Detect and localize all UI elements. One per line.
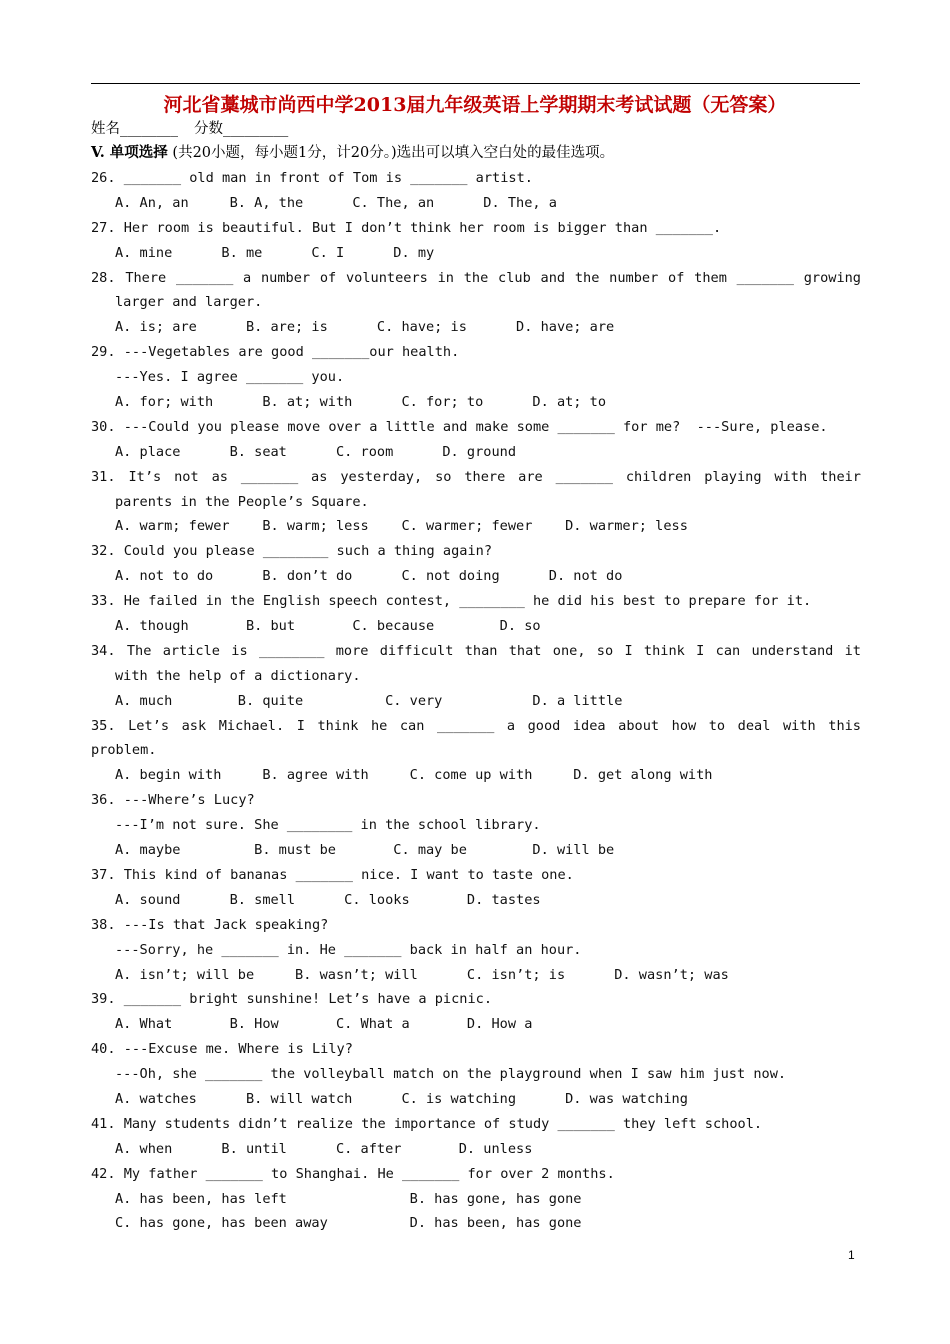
question-line: A. watches B. will watch C. is watching D. was watching — [115, 1090, 688, 1107]
page-title: 河北省藁城市尚西中学2013届九年级英语上学期期末考试试题（无答案） — [163, 94, 787, 116]
question-line: A. mine B. me C. I D. my — [115, 244, 435, 261]
question-line: 42. My father _______ to Shanghai. He _______ for over 2 months. — [91, 1165, 615, 1182]
question-line: A. is; are B. are; is C. have; is D. have; are — [115, 319, 615, 336]
question-line: C. has gone, has been away D. has been, has gone — [115, 1215, 582, 1232]
question-line: A. for; with B. at; with C. for; to D. at; to — [115, 394, 607, 411]
question-line: 37. This kind of bananas _______ nice. I want to taste one. — [91, 866, 574, 883]
question-line: A. when B. until C. after D. unless — [115, 1140, 533, 1157]
question-line: 27. Her room is beautiful. But I don’t think her room is bigger than _______. — [91, 219, 722, 236]
question-line: 29. ---Vegetables are good _______our health. — [91, 344, 460, 361]
question-line: A. What B. How C. What a D. How a — [115, 1016, 533, 1033]
question-line: 30. ---Could you please move over a little and make some _______ for me? ---Sure, please. — [91, 418, 828, 435]
question-line: A. warm; fewer B. warm; less C. warmer; fewer D. warmer; less — [115, 518, 688, 535]
section-title: V. 单项选择 — [91, 144, 168, 161]
question-line: ---Sorry, he _______ in. He _______ back in half an hour. — [115, 941, 582, 958]
question-line: A. not to do B. don’t do C. not doing D. not do — [115, 568, 623, 585]
page-number: 1 — [848, 1248, 855, 1262]
question-line: with the help of a dictionary. — [115, 667, 361, 684]
question-line: A. maybe B. must be C. may be D. will be — [115, 842, 615, 859]
question-line: 39. _______ bright sunshine! Let’s have a picnic. — [91, 991, 493, 1008]
section-instructions: (共20小题，每小题1分，计20分。)选出可以填入空白处的最佳选项。 — [172, 145, 615, 161]
question-line: parents in the People’s Square. — [115, 493, 369, 510]
question-line: A. has been, has left B. has gone, has gone — [115, 1190, 582, 1207]
score-field: 分数_________ — [194, 121, 289, 137]
header-rule — [91, 83, 860, 84]
question-line: 26. _______ old man in front of Tom is _______ artist. — [91, 170, 533, 186]
question-line: 31. It’s not as _______ as yesterday, so there are _______ children playing with their — [91, 468, 861, 485]
question-line: 40. ---Excuse me. Where is Lily? — [91, 1041, 353, 1058]
question-line: ---Yes. I agree _______ you. — [115, 369, 345, 386]
question-line: ---Oh, she _______ the volleyball match on the playground when I saw him just now. — [115, 1066, 787, 1083]
question-line: A. isn’t; will be B. wasn’t; will C. isn’t; is D. wasn’t; was — [115, 966, 729, 983]
name-field: 姓名________ — [91, 121, 178, 137]
question-line: 41. Many students didn’t realize the importance of study _______ they left school. — [91, 1115, 763, 1132]
section-heading — [91, 143, 614, 163]
question-line: 32. Could you please ________ such a thing again? — [91, 543, 493, 560]
question-line: A. An, an B. A, the C. The, an D. The, a — [115, 194, 557, 211]
question-line: 28. There _______ a number of volunteers in the club and the number of them _______ growing — [91, 269, 861, 286]
question-line: 34. The article is ________ more difficult than that one, so I think I can understand it — [91, 642, 861, 659]
question-line: larger and larger. — [115, 294, 263, 311]
question-line: 38. ---Is that Jack speaking? — [91, 916, 329, 933]
question-line: 36. ---Where’s Lucy? — [91, 792, 255, 809]
question-line: 35. Let’s ask Michael. I think he can _______ a good idea about how to deal with this — [91, 717, 861, 734]
name-score-row — [91, 119, 288, 139]
question-line: A. though B. but C. because D. so — [115, 618, 541, 635]
question-line: A. place B. seat C. room D. ground — [115, 443, 517, 460]
question-line: ---I’m not sure. She ________ in the school library. — [115, 817, 541, 834]
question-line: A. much B. quite C. very D. a little — [115, 692, 623, 709]
question-line: 33. He failed in the English speech contest, ________ he did his best to prepare for it. — [91, 593, 812, 610]
question-line: problem. — [91, 742, 157, 759]
question-line: A. begin with B. agree with C. come up with D. get along with — [115, 767, 713, 784]
question-line: A. sound B. smell C. looks D. tastes — [115, 891, 541, 908]
question-list — [91, 166, 861, 1236]
